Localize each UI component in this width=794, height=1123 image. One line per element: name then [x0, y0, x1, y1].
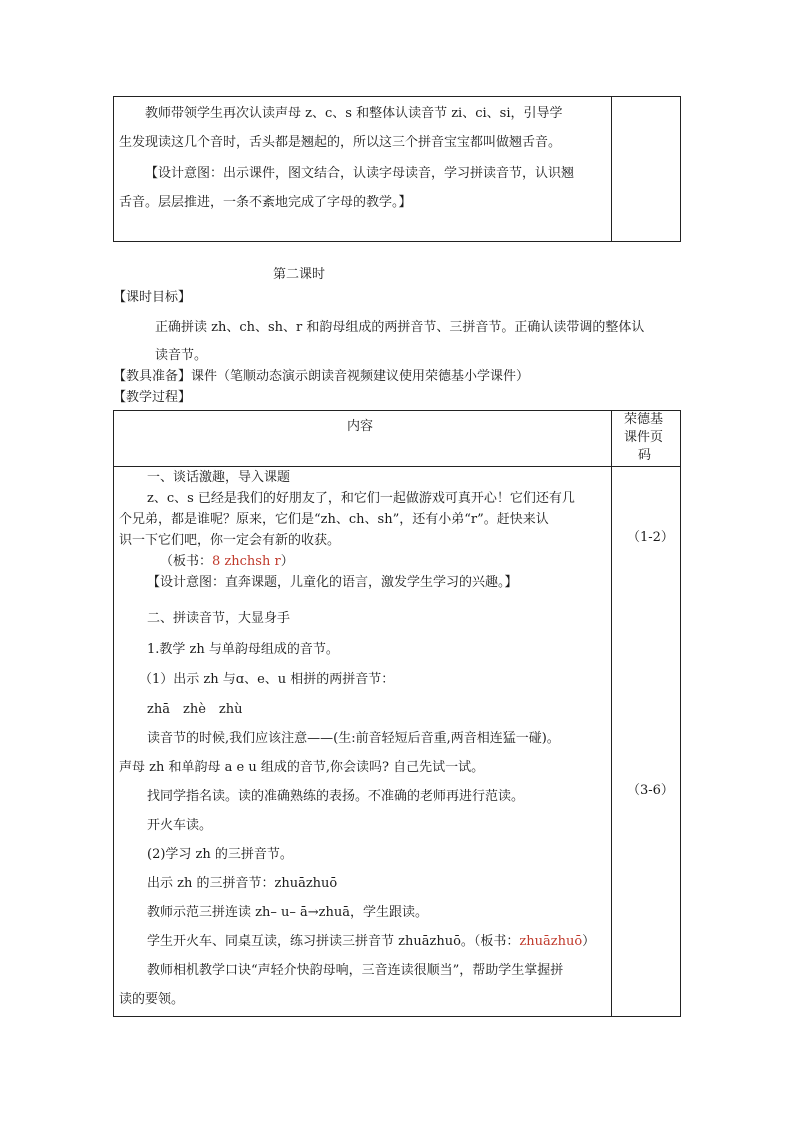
s1-line2: 个兄弟，都是谁呢？原来，它们是“zh、ch、sh”，还有小弟“r”。赶快来认: [119, 512, 549, 527]
main-table-divider: [611, 411, 612, 1016]
s2-item8: (2)学习 zh 的三拼音节。: [147, 847, 293, 862]
s1-title: 一、谈话激趣，导入课题: [147, 470, 291, 485]
header-page-col-line1: 荣德基: [624, 412, 664, 427]
s2-item5: 声母 zh 和单韵母 a e u 组成的音节,你会读吗? 自己先试一试。: [119, 760, 485, 775]
top-p2-line1: 【设计意图：出示课件，图文结合，认读字母读音，学习拼读音节，认识翘: [145, 166, 575, 181]
s2-item2: （1）出示 zh 与ɑ、e、u 相拼的两拼音节：: [139, 672, 395, 687]
s1-line1: z、c、s 已经是我们的好朋友了，和它们一起做游戏可真开心！它们还有几: [147, 491, 575, 506]
header-page-col-line2: 课件页: [624, 430, 664, 445]
s1-board-content: 8 zhchsh r: [212, 554, 281, 569]
top-p1-line2: 生发现读这几个音时，舌头都是翘起的，所以这三个拼音宝宝都叫做翘舌音。: [119, 135, 562, 150]
process-heading: 【教学过程】: [113, 390, 192, 405]
s2-item11-close: ）: [582, 934, 596, 949]
s2-item13: 读的要领。: [119, 992, 185, 1007]
s1-board-open: （板书：: [160, 554, 213, 569]
lesson-title: 第二课时: [273, 267, 326, 282]
prep-text: 课件（笔顺动态演示朗读音视频建议使用荣德基小学课件）: [191, 369, 530, 384]
goal-line1: 正确拼读 zh、ch、sh、r 和韵母组成的两拼音节、三拼音节。正确认读带调的整体认: [155, 320, 645, 335]
goal-heading: 【课时目标】: [113, 290, 192, 305]
header-page-col-line3: 码: [638, 448, 652, 463]
s2-syllables: zhā zhè zhù: [147, 702, 243, 717]
s2-item4: 读音节的时候,我们应该注意——(生:前音轻短后音重,两音相连猛一碰)。: [147, 731, 560, 746]
header-content: 内容: [347, 419, 374, 434]
s2-item1: 1.教学 zh 与单韵母组成的音节。: [147, 642, 339, 657]
s2-item9: 出示 zh 的三拼音节：zhuāzhuō: [147, 876, 338, 891]
page-ref-1: （1-2）: [627, 530, 674, 545]
s2-item12: 教师相机教学口诀“声轻介快韵母响，三音连读很顺当”，帮助学生掌握拼: [147, 963, 564, 978]
s1-line3: 识一下它们吧，你一定会有新的收获。: [119, 533, 341, 548]
s2-item7: 开火车读。: [147, 818, 213, 833]
s1-board-close: ）: [280, 554, 294, 569]
goal-line2: 读音节。: [155, 348, 208, 363]
s2-title: 二、拼读音节，大显身手: [147, 611, 291, 626]
prep-line: [113, 370, 529, 383]
top-p2-line2: 舌音。层层推进，一条不紊地完成了字母的教学。】: [119, 195, 412, 210]
s2-item11-board: zhuāzhuō: [519, 934, 583, 949]
s2-item6: 找同学指名读。读的准确熟练的表扬。不准确的老师再进行范读。: [147, 789, 525, 804]
s2-item11: [147, 935, 595, 948]
page-ref-2: （3-6）: [627, 783, 674, 798]
s2-item11-text: 学生开火车、同桌互读，练习拼读三拼音节 zhuāzhuō。（板书：: [147, 934, 520, 949]
top-p1-line1: 教师带领学生再次认读声母 z、c、s 和整体认读音节 zi、ci、si，引导学: [145, 106, 563, 121]
s1-intent: 【设计意图：直奔课题，儿童化的语言，激发学生学习的兴趣。】: [147, 575, 518, 590]
s1-board-line: [160, 555, 294, 568]
s2-item10: 教师示范三拼连读 zh– u– ā→zhuā，学生跟读。: [147, 905, 428, 920]
top-table-divider: [611, 97, 612, 241]
prep-heading: 【教具准备】: [113, 369, 192, 384]
main-table-header-rule: [114, 466, 680, 467]
